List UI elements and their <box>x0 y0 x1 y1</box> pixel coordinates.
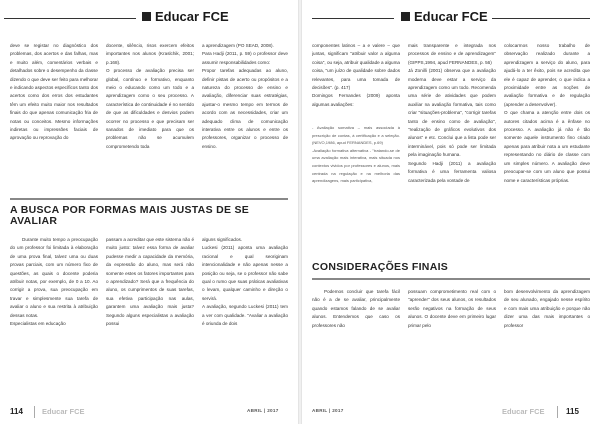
heading-rule <box>312 278 590 280</box>
text-column: docente, silêncio, risos exercem efeitos importantes nos alunos (Kraslchik, 2001; p.168). O processo de avaliação precisa ser global, contínuo e formativo, enquanto meio o educando como um todo e a aprendizagem como o seu processo. A característica de continuidade é no sentido de que as dificuldades e desvios podem ocorrer no processo e que precisam ser sanados de imediato para que os problemas não se acumulem comprometendo toda <box>106 43 194 149</box>
text-column: possuam comprometimento real com o "aprender" dos seus alunos, os resultados serão negativos na formação de seus alunos. O docente deve em primeiro lugar primar pelo <box>408 289 496 328</box>
footer-separator <box>34 406 35 418</box>
section-heading: A BUSCA POR FORMAS MAIS JUSTAS DE SE AVALIAR <box>10 204 250 227</box>
text-column: mais transparente e integrada nos processos de ensino e de aprendizagem" (GIPPS,1994, apud FERNANDES, p. 56) Já Zonilli (2001) observa que a avaliação moderna deve estar a serviço da aprendizagem como um todo. Recomenda uma série de atividades que podem auxiliar na avaliação formativa, tais como criar "situações-problema", "corrigir tarefas tanto de ensino como de avaliação", "realização de gráficos evolutivos dos alunos" e etc. Conclui que a lista pode ser interminável, pois só pode ser limitada pela imaginação humana. Segundo Hadji (2011) a avaliação formativa é uma ferramenta valiosa caracterizada pela vontade de <box>408 43 496 183</box>
page-gutter <box>298 0 302 424</box>
text-column: alguns significados. Luckesi (2011) aponta uma avaliação racional e qual seoriginam intencionalidade e não apenas nesse a posição ou seja, se o professor não sabe qual o rumo que suas práticas avaliativas o levam, qualquer caminho e direção o servirá. A avaliação, segundo Luckesi (2011) tem a ver com qualidade. "Avaliar a avaliação é oriunda de dois <box>202 237 288 327</box>
text-column: Durante muito tempo a preocupação do um professor foi limitada à elaboração de uma prova final, talvez uma ou duas provas parciais, com um número fixo de questões, as quais o docente poderia atribuir notas, por exemplo, de 0 a 10. Ao corrigir a prova, sua preocupação em travar e simplesmente sua tarefa de avaliar o aluno e sua restrita à atribuição dessas notas. Especialistas em educação <box>10 237 98 327</box>
header-title: Educar FCE <box>414 9 488 24</box>
page-number: 114 <box>10 407 23 416</box>
text-column: componentes latinos – a e valere – que juntas, significam "atribuir valor a alguma coisa", ou seja, atribuir qualidade a alguma coisa, "um juízo de qualidade sobre dados relevantes, para uma tomada de decisões". (p. 417) Domingos Fernandes (2009) aponta algumas avaliações: <box>312 43 400 107</box>
header-title: Educar FCE <box>155 9 229 24</box>
header-rule-right <box>492 18 590 19</box>
page-footer <box>4 400 294 424</box>
page-header <box>306 8 596 26</box>
header-rule-left <box>312 18 394 19</box>
left-page <box>4 0 294 424</box>
page-number: 115 <box>566 407 579 416</box>
text-column: a aprendizagem (PO SEAD, 2008). Para Hadji (2011, p. 59) o professor deve assumir responsabilidades como: Propor tarefas adequadas ao aluno, definir pistas de acerto ou propósitos e a natureza do processo de ensino e avaliação, diferenciar suas estratégias, ajustar-o mesmo tempo em termos de acordo com as necessidades, criar um adequado clima de comunicação interativa entre os alunos e entre os professores, organizar o processo de ensino. <box>202 43 288 149</box>
header-square-icon <box>401 12 410 21</box>
quote-block: - Avaliação somativa – mais associada à prescrição de contas, à certificação e a seleção. (NEVO,1986, apud FERNANDES, p.69) -Avaliação formativa alternativa - "tratando-se de uma avaliação mais interativa, mais situada nos contextos vividos por professores e alunos, mais centrada na regulação e na melhoria das aprendizagens, mais participativa, <box>312 125 400 184</box>
text-column: colocarmos nosso trabalho de observação realizado durante a aprendizagem a serviço do aluno, para ajudá-lo a ter êxito, pois se acredita que ele é capaz de aprender, o que indica a proximidade entre as noções de avaliação formativa e de regulação (aprender a desenvolver). O que chama a atenção entre dois os autores citados acima é a ênfase no processo. A avaliação já não é tão somente aquele instrumento fino criado apenas para atribuir nota a um estudante representando no diário de classe com um simples número. A avaliação deve preocupar-se com um aluno que possui nome e características próprias. <box>504 43 590 183</box>
footer-brand: Educar FCE <box>42 407 85 416</box>
footer-date: ABRIL | 2017 <box>312 408 344 413</box>
page-footer <box>306 400 596 424</box>
right-page <box>306 0 596 424</box>
page-header <box>4 8 294 26</box>
footer-date: ABRIL | 2017 <box>247 408 279 413</box>
header-rule-left <box>4 18 136 19</box>
section-heading: CONSIDERAÇÕES FINAIS <box>312 261 449 273</box>
text-column: Podemos concluir que tarefa fácil não é a de se avaliar, principalmente quando estamos falando de se avaliar alunos. Entendemos que caso os professores não <box>312 289 400 328</box>
text-column: bom desenvolvimento da aprendizagem de seu alunado, engajado nesse espírito e com mais uma atribuição e porque não dizer uma das mais importantes o professor <box>504 289 590 328</box>
text-column: passam a acreditar que este sistema não é muito justo: talvez essa forma de avaliar pudesse medir a capacidade da memória, da expressão do aluno, mas será não somente estes os fatores importantes para o aprendizado? Será que a frequência do aluno, os cumprimentos de suas tarefas, sua efetiva participação nas aulas, garantem uma avaliação mais justa? Segundo alguns especialistas a avaliação possui <box>106 237 194 327</box>
footer-brand: Educar FCE <box>502 407 545 416</box>
footer-separator <box>557 406 558 418</box>
text-column: deve se registar no diagnóstico dos problemas, dos acertos e das falhas, mas e muito além, comentários verbais e detalhados sobre o desempenho da classe dizendo o que deve ser feito para melhorar e indicando aspectos específicos tanto dos acertos como dos erros dos estudantes têm um efeito muito maior nos resultados finais do que apenas comunicação fria de notas ou conceitos. Mesmo informações indiretas ou impressões faciais de aprovação ou reprovação do <box>10 43 98 141</box>
header-square-icon <box>142 12 151 21</box>
heading-rule <box>10 198 288 200</box>
